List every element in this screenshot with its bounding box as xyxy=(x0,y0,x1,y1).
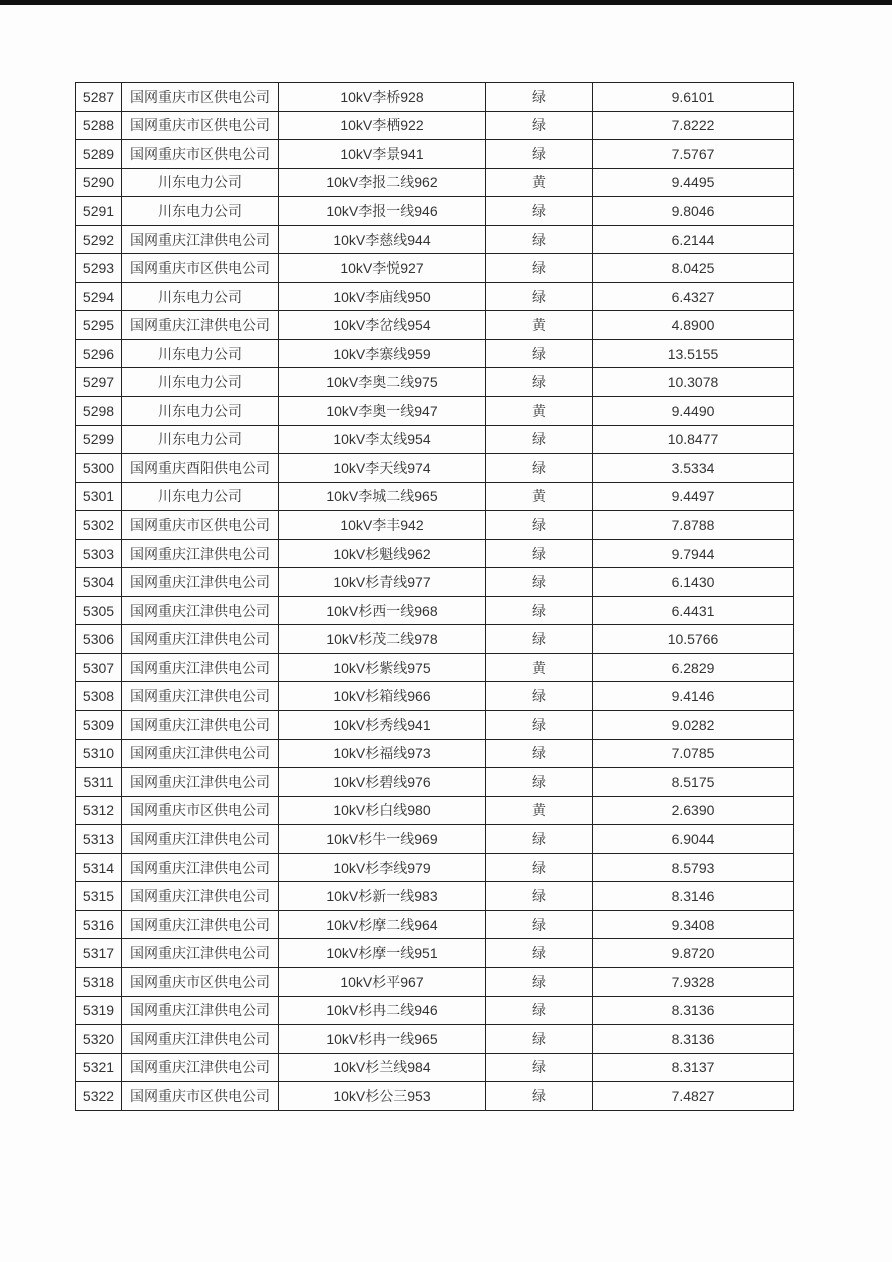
table-row xyxy=(76,311,794,340)
line-name-cell: 10kV李报一线946 xyxy=(279,197,486,226)
table-row xyxy=(76,653,794,682)
status-cell: 绿 xyxy=(486,254,593,283)
status-cell: 绿 xyxy=(486,140,593,169)
table-row xyxy=(76,111,794,140)
value-cell: 7.8788 xyxy=(593,511,794,540)
line-name-cell: 10kV杉牛一线969 xyxy=(279,825,486,854)
company-cell: 国网重庆江津供电公司 xyxy=(122,596,279,625)
company-cell: 国网重庆市区供电公司 xyxy=(122,967,279,996)
company-cell: 川东电力公司 xyxy=(122,339,279,368)
line-name-cell: 10kV李报二线962 xyxy=(279,168,486,197)
row-number-cell: 5293 xyxy=(76,254,122,283)
power-line-table xyxy=(75,82,794,1111)
status-cell: 绿 xyxy=(486,882,593,911)
table-row xyxy=(76,796,794,825)
row-number-cell: 5298 xyxy=(76,397,122,426)
value-cell: 9.4146 xyxy=(593,682,794,711)
row-number-cell: 5318 xyxy=(76,967,122,996)
status-cell: 绿 xyxy=(486,682,593,711)
company-cell: 国网重庆江津供电公司 xyxy=(122,653,279,682)
value-cell: 10.3078 xyxy=(593,368,794,397)
row-number-cell: 5300 xyxy=(76,454,122,483)
company-cell: 国网重庆酉阳供电公司 xyxy=(122,454,279,483)
table-row xyxy=(76,682,794,711)
company-cell: 国网重庆市区供电公司 xyxy=(122,140,279,169)
line-name-cell: 10kV李栖922 xyxy=(279,111,486,140)
row-number-cell: 5296 xyxy=(76,339,122,368)
line-name-cell: 10kV杉箱线966 xyxy=(279,682,486,711)
status-cell: 绿 xyxy=(486,282,593,311)
value-cell: 9.7944 xyxy=(593,539,794,568)
status-cell: 绿 xyxy=(486,768,593,797)
line-name-cell: 10kV杉碧线976 xyxy=(279,768,486,797)
value-cell: 9.4497 xyxy=(593,482,794,511)
value-cell: 2.6390 xyxy=(593,796,794,825)
row-number-cell: 5304 xyxy=(76,568,122,597)
line-name-cell: 10kV杉青线977 xyxy=(279,568,486,597)
status-cell: 绿 xyxy=(486,1025,593,1054)
company-cell: 川东电力公司 xyxy=(122,368,279,397)
status-cell: 绿 xyxy=(486,111,593,140)
company-cell: 川东电力公司 xyxy=(122,397,279,426)
company-cell: 国网重庆江津供电公司 xyxy=(122,625,279,654)
status-cell: 绿 xyxy=(486,739,593,768)
status-cell: 黄 xyxy=(486,397,593,426)
table-row xyxy=(76,140,794,169)
value-cell: 8.5175 xyxy=(593,768,794,797)
company-cell: 国网重庆江津供电公司 xyxy=(122,539,279,568)
value-cell: 6.2144 xyxy=(593,225,794,254)
line-name-cell: 10kV杉平967 xyxy=(279,967,486,996)
company-cell: 国网重庆江津供电公司 xyxy=(122,739,279,768)
company-cell: 国网重庆江津供电公司 xyxy=(122,825,279,854)
status-cell: 绿 xyxy=(486,910,593,939)
table-row xyxy=(76,425,794,454)
line-name-cell: 10kV李桥928 xyxy=(279,83,486,112)
status-cell: 绿 xyxy=(486,83,593,112)
row-number-cell: 5287 xyxy=(76,83,122,112)
value-cell: 6.4431 xyxy=(593,596,794,625)
status-cell: 绿 xyxy=(486,197,593,226)
table-row xyxy=(76,83,794,112)
value-cell: 9.0282 xyxy=(593,711,794,740)
value-cell: 9.8046 xyxy=(593,197,794,226)
table-row xyxy=(76,254,794,283)
table-row xyxy=(76,454,794,483)
line-name-cell: 10kV杉公三953 xyxy=(279,1082,486,1111)
table-row xyxy=(76,910,794,939)
line-name-cell: 10kV李天线974 xyxy=(279,454,486,483)
value-cell: 7.9328 xyxy=(593,967,794,996)
company-cell: 国网重庆江津供电公司 xyxy=(122,568,279,597)
company-cell: 川东电力公司 xyxy=(122,282,279,311)
row-number-cell: 5320 xyxy=(76,1025,122,1054)
company-cell: 国网重庆江津供电公司 xyxy=(122,996,279,1025)
value-cell: 8.3136 xyxy=(593,996,794,1025)
table-row xyxy=(76,711,794,740)
status-cell: 绿 xyxy=(486,425,593,454)
line-name-cell: 10kV杉秀线941 xyxy=(279,711,486,740)
row-number-cell: 5312 xyxy=(76,796,122,825)
value-cell: 3.5334 xyxy=(593,454,794,483)
row-number-cell: 5307 xyxy=(76,653,122,682)
company-cell: 国网重庆江津供电公司 xyxy=(122,1025,279,1054)
table-row xyxy=(76,168,794,197)
status-cell: 黄 xyxy=(486,796,593,825)
company-cell: 国网重庆江津供电公司 xyxy=(122,768,279,797)
table-row xyxy=(76,996,794,1025)
line-name-cell: 10kV李岔线954 xyxy=(279,311,486,340)
row-number-cell: 5322 xyxy=(76,1082,122,1111)
company-cell: 川东电力公司 xyxy=(122,425,279,454)
status-cell: 绿 xyxy=(486,568,593,597)
status-cell: 绿 xyxy=(486,625,593,654)
line-name-cell: 10kV李庙线950 xyxy=(279,282,486,311)
row-number-cell: 5308 xyxy=(76,682,122,711)
table-row xyxy=(76,939,794,968)
value-cell: 8.3137 xyxy=(593,1053,794,1082)
row-number-cell: 5316 xyxy=(76,910,122,939)
table-row xyxy=(76,739,794,768)
company-cell: 国网重庆江津供电公司 xyxy=(122,225,279,254)
row-number-cell: 5295 xyxy=(76,311,122,340)
value-cell: 6.9044 xyxy=(593,825,794,854)
line-name-cell: 10kV杉白线980 xyxy=(279,796,486,825)
line-name-cell: 10kV李丰942 xyxy=(279,511,486,540)
row-number-cell: 5303 xyxy=(76,539,122,568)
table-row xyxy=(76,596,794,625)
row-number-cell: 5302 xyxy=(76,511,122,540)
line-name-cell: 10kV李悦927 xyxy=(279,254,486,283)
status-cell: 绿 xyxy=(486,996,593,1025)
row-number-cell: 5292 xyxy=(76,225,122,254)
status-cell: 绿 xyxy=(486,511,593,540)
value-cell: 8.5793 xyxy=(593,853,794,882)
row-number-cell: 5288 xyxy=(76,111,122,140)
line-name-cell: 10kV杉冉一线965 xyxy=(279,1025,486,1054)
company-cell: 国网重庆江津供电公司 xyxy=(122,882,279,911)
status-cell: 绿 xyxy=(486,939,593,968)
status-cell: 绿 xyxy=(486,539,593,568)
line-name-cell: 10kV杉茂二线978 xyxy=(279,625,486,654)
status-cell: 黄 xyxy=(486,482,593,511)
value-cell: 8.0425 xyxy=(593,254,794,283)
company-cell: 国网重庆江津供电公司 xyxy=(122,711,279,740)
status-cell: 绿 xyxy=(486,1082,593,1111)
value-cell: 10.5766 xyxy=(593,625,794,654)
table-row xyxy=(76,853,794,882)
status-cell: 绿 xyxy=(486,596,593,625)
line-name-cell: 10kV李太线954 xyxy=(279,425,486,454)
line-name-cell: 10kV杉冉二线946 xyxy=(279,996,486,1025)
company-cell: 国网重庆市区供电公司 xyxy=(122,83,279,112)
value-cell: 9.4490 xyxy=(593,397,794,426)
table-row xyxy=(76,882,794,911)
value-cell: 9.8720 xyxy=(593,939,794,968)
company-cell: 国网重庆市区供电公司 xyxy=(122,796,279,825)
line-name-cell: 10kV杉紫线975 xyxy=(279,653,486,682)
row-number-cell: 5321 xyxy=(76,1053,122,1082)
company-cell: 国网重庆市区供电公司 xyxy=(122,254,279,283)
table-row xyxy=(76,568,794,597)
value-cell: 8.3146 xyxy=(593,882,794,911)
row-number-cell: 5291 xyxy=(76,197,122,226)
table-row xyxy=(76,1025,794,1054)
top-border-bar xyxy=(0,0,892,5)
company-cell: 国网重庆江津供电公司 xyxy=(122,682,279,711)
table-row xyxy=(76,1053,794,1082)
status-cell: 绿 xyxy=(486,711,593,740)
row-number-cell: 5289 xyxy=(76,140,122,169)
value-cell: 6.2829 xyxy=(593,653,794,682)
table-row xyxy=(76,339,794,368)
company-cell: 川东电力公司 xyxy=(122,197,279,226)
line-name-cell: 10kV杉福线973 xyxy=(279,739,486,768)
row-number-cell: 5315 xyxy=(76,882,122,911)
table-row xyxy=(76,539,794,568)
status-cell: 绿 xyxy=(486,1053,593,1082)
status-cell: 绿 xyxy=(486,825,593,854)
row-number-cell: 5317 xyxy=(76,939,122,968)
line-name-cell: 10kV杉摩二线964 xyxy=(279,910,486,939)
line-name-cell: 10kV杉兰线984 xyxy=(279,1053,486,1082)
value-cell: 4.8900 xyxy=(593,311,794,340)
status-cell: 绿 xyxy=(486,853,593,882)
value-cell: 6.1430 xyxy=(593,568,794,597)
company-cell: 国网重庆市区供电公司 xyxy=(122,511,279,540)
value-cell: 13.5155 xyxy=(593,339,794,368)
value-cell: 9.3408 xyxy=(593,910,794,939)
row-number-cell: 5297 xyxy=(76,368,122,397)
table-row xyxy=(76,397,794,426)
value-cell: 7.4827 xyxy=(593,1082,794,1111)
table-row xyxy=(76,625,794,654)
row-number-cell: 5294 xyxy=(76,282,122,311)
status-cell: 绿 xyxy=(486,339,593,368)
company-cell: 川东电力公司 xyxy=(122,482,279,511)
row-number-cell: 5314 xyxy=(76,853,122,882)
value-cell: 8.3136 xyxy=(593,1025,794,1054)
table-row xyxy=(76,768,794,797)
line-name-cell: 10kV李奥二线975 xyxy=(279,368,486,397)
value-cell: 6.4327 xyxy=(593,282,794,311)
company-cell: 国网重庆市区供电公司 xyxy=(122,111,279,140)
row-number-cell: 5306 xyxy=(76,625,122,654)
company-cell: 国网重庆江津供电公司 xyxy=(122,1053,279,1082)
row-number-cell: 5310 xyxy=(76,739,122,768)
company-cell: 川东电力公司 xyxy=(122,168,279,197)
line-name-cell: 10kV杉新一线983 xyxy=(279,882,486,911)
row-number-cell: 5305 xyxy=(76,596,122,625)
status-cell: 绿 xyxy=(486,368,593,397)
row-number-cell: 5309 xyxy=(76,711,122,740)
table-row xyxy=(76,511,794,540)
table-body xyxy=(76,83,794,1111)
table-row xyxy=(76,197,794,226)
value-cell: 9.6101 xyxy=(593,83,794,112)
value-cell: 10.8477 xyxy=(593,425,794,454)
table-row xyxy=(76,482,794,511)
company-cell: 国网重庆江津供电公司 xyxy=(122,939,279,968)
table-row xyxy=(76,1082,794,1111)
company-cell: 国网重庆江津供电公司 xyxy=(122,910,279,939)
line-name-cell: 10kV杉魁线962 xyxy=(279,539,486,568)
value-cell: 7.5767 xyxy=(593,140,794,169)
line-name-cell: 10kV李景941 xyxy=(279,140,486,169)
line-name-cell: 10kV李奥一线947 xyxy=(279,397,486,426)
line-name-cell: 10kV李慈线944 xyxy=(279,225,486,254)
row-number-cell: 5313 xyxy=(76,825,122,854)
line-name-cell: 10kV杉李线979 xyxy=(279,853,486,882)
line-name-cell: 10kV李城二线965 xyxy=(279,482,486,511)
row-number-cell: 5299 xyxy=(76,425,122,454)
status-cell: 绿 xyxy=(486,967,593,996)
value-cell: 7.0785 xyxy=(593,739,794,768)
row-number-cell: 5290 xyxy=(76,168,122,197)
row-number-cell: 5311 xyxy=(76,768,122,797)
status-cell: 黄 xyxy=(486,168,593,197)
status-cell: 绿 xyxy=(486,454,593,483)
table-row xyxy=(76,282,794,311)
table-row xyxy=(76,825,794,854)
row-number-cell: 5301 xyxy=(76,482,122,511)
company-cell: 国网重庆江津供电公司 xyxy=(122,853,279,882)
line-name-cell: 10kV李寨线959 xyxy=(279,339,486,368)
table-row xyxy=(76,368,794,397)
table-row xyxy=(76,225,794,254)
line-name-cell: 10kV杉西一线968 xyxy=(279,596,486,625)
row-number-cell: 5319 xyxy=(76,996,122,1025)
company-cell: 国网重庆江津供电公司 xyxy=(122,311,279,340)
value-cell: 9.4495 xyxy=(593,168,794,197)
line-name-cell: 10kV杉摩一线951 xyxy=(279,939,486,968)
status-cell: 黄 xyxy=(486,653,593,682)
value-cell: 7.8222 xyxy=(593,111,794,140)
table-row xyxy=(76,967,794,996)
status-cell: 黄 xyxy=(486,311,593,340)
status-cell: 绿 xyxy=(486,225,593,254)
company-cell: 国网重庆市区供电公司 xyxy=(122,1082,279,1111)
